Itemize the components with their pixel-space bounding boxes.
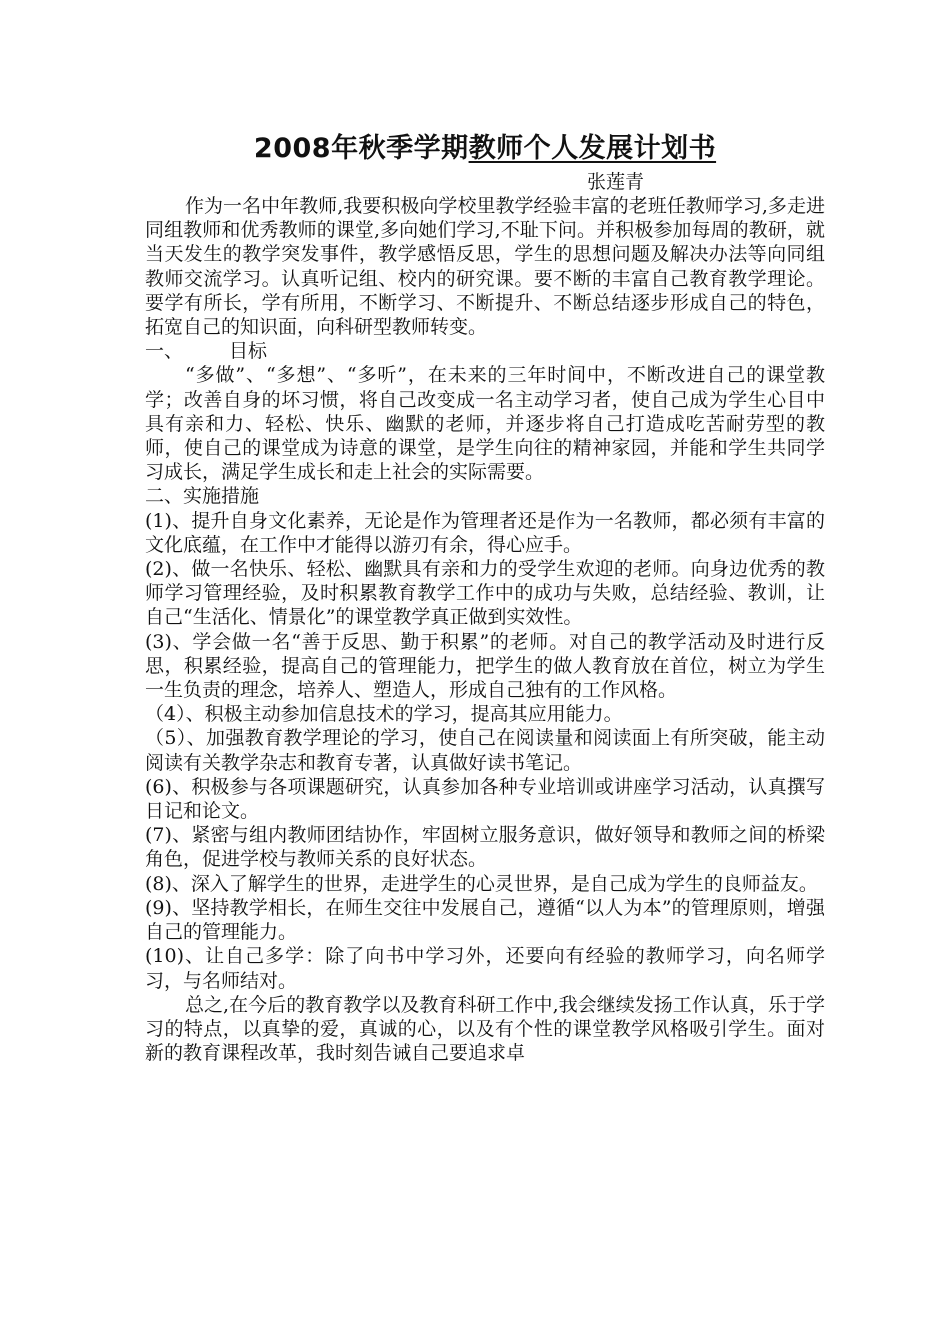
intro-paragraph: 作为一名中年教师,我要积极向学校里教学经验丰富的老班任教师学习,多走进同组教师和优秀教师的课堂,多向她们学习,不耻下问。并积极参加每周的教研，就当天发生的教学突发事件，教学感悟反思，学生的思想问题及解决办法等向同组教师交流学习。认真听记组、校内的研究课。要不断的丰富自己教育教学理论。要学有所长，学有所用，不断学习、不断提升、不断总结逐步形成自己的特色，拓宽自己的知识面，向科研型教师转变。 bbox=[145, 195, 825, 339]
document-page bbox=[145, 128, 825, 1065]
measure-item-6: (6)、积极参与各项课题研究，认真参加各种专业培训或讲座学习活动，认真撰写日记和论文。 bbox=[145, 775, 825, 823]
measure-item-9: (9)、坚持教学相长，在师生交往中发展自己，遵循“以人为本”的管理原则，增强自己的管理能力。 bbox=[145, 896, 825, 944]
section-heading-goals bbox=[145, 339, 825, 363]
section-heading-measures: 二、实施措施 bbox=[145, 485, 260, 508]
measure-item-1: (1)、提升自身文化素养，无论是作为管理者还是作为一名教师，都必须有丰富的文化底蕴，在工作中才能得以游刃有余，得心应手。 bbox=[145, 509, 825, 556]
conclusion-paragraph: 总之,在今后的教育教学以及教育科研工作中,我会继续发扬工作认真，乐于学习的特点，以真挚的爱，真诚的心，以及有个性的课堂教学风格吸引学生。面对新的教育课程改革，我时刻告诫自己要追求卓 bbox=[145, 993, 825, 1065]
author-name: 张莲青 bbox=[587, 171, 645, 193]
measure-item-2: (2)、做一名快乐、轻松、幽默具有亲和力的受学生欢迎的老师。向身边优秀的教师学习管理经验，及时积累教育教学工作中的成功与失败，总结经验、教训，让自己“生活化、情景化”的课堂教学真正做到实效性。 bbox=[145, 558, 825, 629]
measure-item-5: （5）、加强教育教学理论的学习，使自己在阅读量和阅读面上有所突破，能主动阅读有关教学杂志和教育专著，认真做好读书笔记。 bbox=[145, 727, 825, 774]
title-prefix: 2008年秋季学期 bbox=[253, 133, 469, 164]
measure-item-8: (8)、深入了解学生的世界，走进学生的心灵世界，是自己成为学生的良师益友。 bbox=[145, 872, 818, 895]
title-underlined: 教师个人发展计划书 bbox=[468, 133, 717, 164]
measure-item-10: (10)、让自己多学：除了向书中学习外，还要向有经验的教师学习，向名师学习，与名师结对。 bbox=[145, 945, 825, 992]
measure-item-4: （4）、积极主动参加信息技术的学习，提高其应用能力。 bbox=[145, 703, 623, 726]
measure-item-7: (7)、紧密与组内教师团结协作，牢固树立服务意识，做好领导和教师之间的桥梁角色，促进学校与教师关系的良好状态。 bbox=[145, 824, 825, 871]
section-number: 一、 bbox=[145, 340, 184, 363]
goal-paragraph: “多做”、“多想”、“多听”，在未来的三年时间中，不断改进自己的课堂教学；改善自身的坏习惯，将自己改变成一名主动学习者，使自己成为学生心目中具有亲和力、轻松、快乐、幽默的老师，并逐步将自己打造成吃苦耐劳型的教师，使自己的课堂成为诗意的课堂，是学生向往的精神家园，并能和学生共同学习成长，满足学生成长和走上社会的实际需要。 bbox=[145, 364, 825, 484]
measure-item-3: (3)、学会做一名“善于反思、勤于积累”的老师。对自己的教学活动及时进行反思，积累经验，提高自己的管理能力，把学生的做人教育放在首位，树立为学生一生负责的理念，培养人、塑造人，形成自己独有的工作风格。 bbox=[145, 630, 825, 702]
section-title: 目标 bbox=[229, 340, 268, 363]
document-title bbox=[145, 128, 825, 170]
